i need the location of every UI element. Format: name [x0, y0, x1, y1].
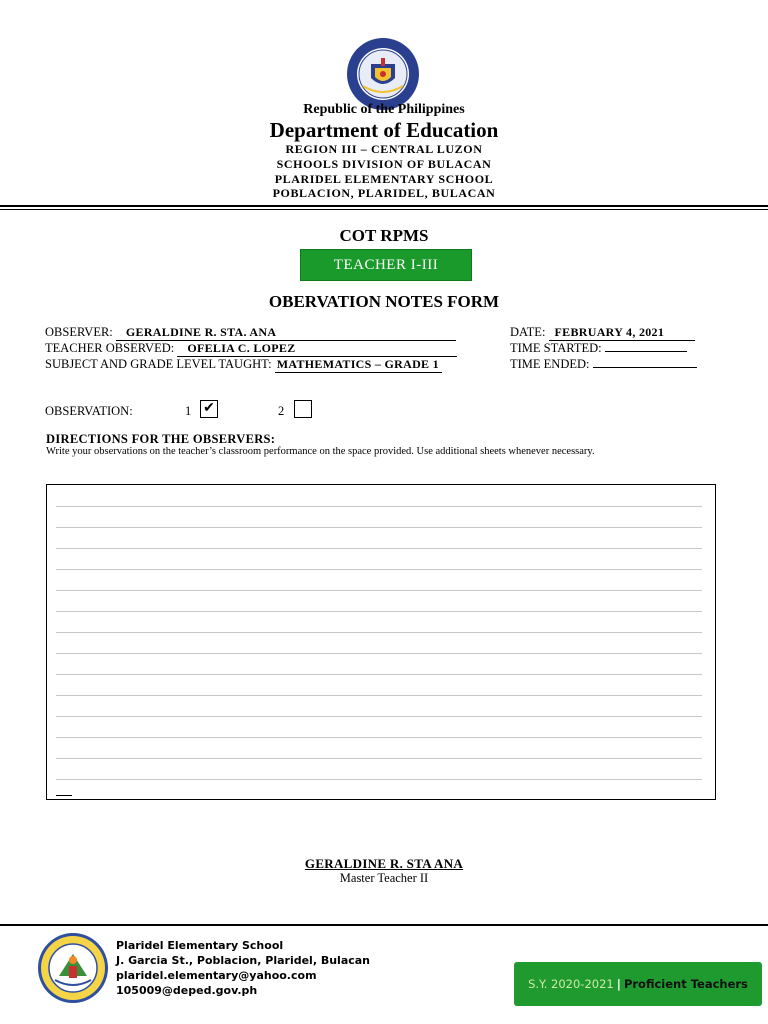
note-line	[56, 737, 702, 738]
footer-street: J. Garcia St., Poblacion, Plaridel, Bulacan	[116, 954, 371, 967]
teacher-observed-label: TEACHER OBSERVED:	[45, 341, 175, 355]
footer-deped-email[interactable]: 105009@deped.gov.ph	[116, 984, 258, 997]
note-line	[56, 632, 702, 633]
note-line	[56, 716, 702, 717]
note-line	[56, 569, 702, 570]
note-line	[56, 527, 702, 528]
department-heading: Department of Education	[269, 118, 499, 142]
footer-school-name: Plaridel Elementary School	[116, 939, 284, 952]
footer-banner	[514, 962, 762, 1006]
time-started-value[interactable]	[605, 351, 687, 352]
teacher-observed-field	[45, 341, 457, 357]
directions-heading: DIRECTIONS FOR THE OBSERVERS:	[46, 432, 276, 446]
time-started-field	[510, 341, 687, 356]
republic-heading: Republic of the Philippines	[303, 102, 465, 117]
time-ended-field	[510, 357, 697, 372]
observation-notes-area[interactable]	[46, 484, 716, 800]
banner-separator: |	[616, 977, 621, 991]
school-contact-info	[116, 938, 370, 998]
notes-end-dash	[56, 795, 72, 796]
observation-selector	[45, 400, 345, 422]
date-value[interactable]: FEBRUARY 4, 2021	[549, 325, 695, 341]
time-started-label: TIME STARTED:	[510, 341, 602, 355]
date-label: DATE:	[510, 325, 546, 339]
observer-label: OBSERVER:	[45, 325, 113, 339]
note-line	[56, 548, 702, 549]
header-divider	[0, 205, 768, 207]
school-heading: PLARIDEL ELEMENTARY SCHOOL	[274, 172, 494, 186]
banner-tagline: Proficient Teachers	[623, 977, 748, 991]
note-line	[56, 611, 702, 612]
teacher-level-badge: TEACHER I-III	[300, 249, 472, 281]
form-title: OBERVATION NOTES FORM	[268, 292, 500, 311]
note-line	[56, 590, 702, 591]
division-heading: SCHOOLS DIVISION OF BULACAN	[276, 157, 492, 171]
subject-grade-field	[45, 357, 442, 373]
observation-option-2-checkbox[interactable]	[294, 400, 312, 418]
program-title: COT RPMS	[339, 226, 429, 245]
signatory-name: GERALDINE R. STA ANA	[304, 856, 464, 871]
footer-email[interactable]: plaridel.elementary@yahoo.com	[116, 969, 317, 982]
subject-grade-value[interactable]: MATHEMATICS – GRADE 1	[275, 357, 442, 373]
address-heading: POBLACION, PLARIDEL, BULACAN	[272, 186, 496, 200]
note-line	[56, 674, 702, 675]
signatory-title: Master Teacher II	[339, 871, 429, 885]
subject-grade-label: SUBJECT AND GRADE LEVEL TAUGHT:	[45, 357, 272, 371]
observation-option-1-checkbox[interactable]: ✔	[200, 400, 218, 418]
footer-divider	[0, 924, 768, 926]
region-heading: REGION III – CENTRAL LUZON	[285, 142, 483, 156]
observation-label: OBSERVATION:	[45, 404, 133, 418]
header-divider-thin	[0, 209, 768, 210]
note-line	[56, 779, 702, 780]
note-line	[56, 653, 702, 654]
date-field	[510, 325, 695, 341]
directions-text: Write your observations on the teacher’s classroom performance on the space provided. Use additional sheets whenever necessary.	[46, 446, 595, 457]
time-ended-label: TIME ENDED:	[510, 357, 590, 371]
note-line	[56, 695, 702, 696]
observation-option-1-label: 1	[185, 404, 192, 418]
deped-seal-logo	[345, 36, 421, 112]
teacher-observed-value[interactable]: OFELIA C. LOPEZ	[177, 341, 457, 357]
school-year: S.Y. 2020-2021	[528, 977, 614, 991]
note-line	[56, 506, 702, 507]
note-line	[56, 758, 702, 759]
time-ended-value[interactable]	[593, 367, 697, 368]
observation-option-2-label: 2	[278, 404, 285, 418]
school-seal-logo	[37, 932, 109, 1004]
observer-field	[45, 325, 456, 341]
observer-value[interactable]: GERALDINE R. STA. ANA	[116, 325, 456, 341]
